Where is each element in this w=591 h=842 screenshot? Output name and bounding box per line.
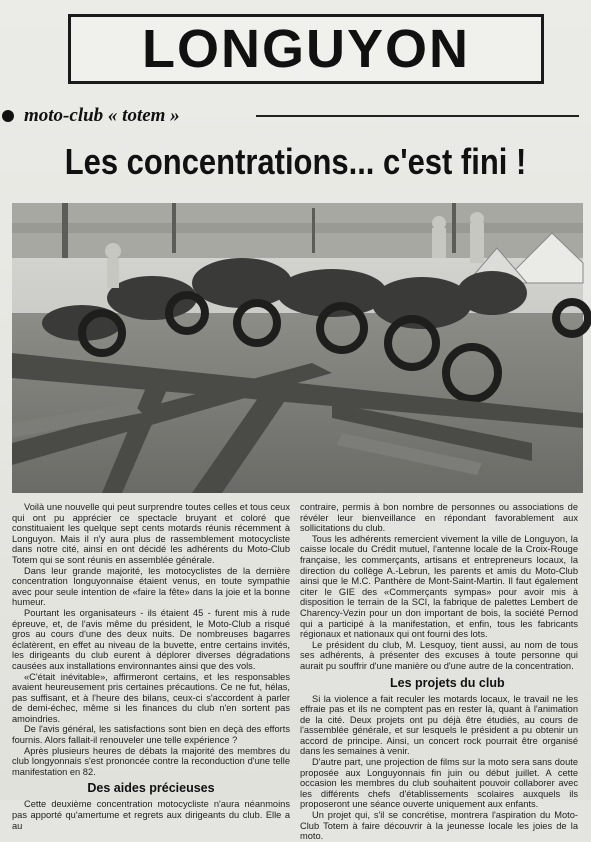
subheading-projets: Les projets du club (390, 675, 505, 690)
rubric-label: moto-club « totem » (24, 105, 180, 126)
article-photo (12, 203, 583, 493)
paragraph: contraire, permis à bon nombre de personnes ou associations de révéler leur bienveillance en répondant favorablement aux sollicitations du club. (300, 502, 578, 534)
masthead-title: LONGUYON (141, 19, 470, 79)
paragraph: Dans leur grande majorité, les motocyclistes de la dernière concentration longuyonnaise étaient venus, en toute sympathie avec pour seule intention de «faire la fête» dans la joie et la bonne humeur. (12, 565, 290, 608)
paragraph: Pourtant les organisateurs - ils étaient 45 - furent mis à rude épreuve, et, de l'avis même du président, le Moto-Club a risqué gros au cours d'une des deux nuits. De nombreuses bagarres éclatèrent, en effet au niveau de la buvette, entre certains invités, les dirigeants du club eurent à déplorer diverses dégradations causées aux installations environnantes ainsi que des vols. (12, 607, 290, 671)
masthead-box (68, 14, 544, 84)
subheading-aides: Des aides précieuses (87, 781, 215, 796)
paragraph: Tous les adhérents remercient vivement la ville de Longuyon, la caisse locale du Crédit mutuel, l'antenne locale de la Croix-Rouge française, les commerçants, artisans et entrepreneurs locaux, la direction du collège A.-Lebrun, les parents et amis du Moto-Club ainsi que le M.C. Panthère de Mont-Saint-Martin. Il faut également citer le GIE des «Commerçants sympas» pour avoir mis à disposition le terrain de la SCI, la fabrique de palettes Lembert de Charency-Vezin pour un don important de bois, la société Pernod qui a participé à la manifestation, et enfin, tous les fabricants régionaux et nationaux qui ont fourni des lots. (300, 533, 578, 640)
paragraph: Un projet qui, s'il se concrétise, montrera l'aspiration du Moto-Club Totem à faire découvrir à la jeunesse locale les joies de la moto. (300, 810, 578, 842)
paragraph: Le président du club, M. Lesquoy, tient aussi, au nom de tous ses adhérents, à présenter des excuses à toute personne qui aurait pu souffrir d'une manière ou d'une autre de la concentration. (300, 639, 578, 671)
section-rubric (0, 105, 591, 127)
bullet-icon (2, 110, 14, 122)
paragraph: Cette deuxième concentration motocycliste n'aura néanmoins pas apporté qu'amertume et regrets aux dirigeants du club. Elle a au (12, 799, 290, 831)
article-headline: Les concentrations... c'est fini ! (64, 141, 527, 182)
article-column-right (300, 502, 578, 842)
paragraph: De l'avis général, les satisfactions sont bien en deçà des efforts fournis. Alors fallait-il renouveler une telle expérience ? (12, 724, 290, 746)
paragraph: D'autre part, une projection de films sur la moto sera sans doute proposée aux Longuyonnais fin juin ou début juillet. A cette occasion les membres du club souhaitent pouvoir collaborer avec les différents chefs d'établissements scolaires auxquels ils proposeront une séance ouverte uniquement aux enfants. (300, 757, 578, 810)
paragraph: Si la violence a fait reculer les motards locaux, le travail ne les effraie pas et ils ne comptent pas en rester là, quant à l'animation de la cité. Deux projets ont pu déjà être étudiés, au cours de l'assemblée générale, et sur lesquels le président a pu obtenir un accord de principe. Ainsi, un concert rock pourrait être organisé dans les semaines à venir. (300, 693, 578, 757)
paragraph: Après plusieurs heures de débats la majorité des membres du club longyonnais s'est prononcée contre la reconduction d'une telle manifestation en 82. (12, 745, 290, 777)
paragraph: Voilà une nouvelle qui peut surprendre toutes celles et tous ceux qui ont pu apprécier ce spectacle bruyant et coloré que constituaient les quelque sept cents motards réunis récemment à Longuyon. Mais il n'y aura plus de rassemblement motocycliste dans notre cité, ainsi en ont décidé les adhérents du Moto-Club Totem qui se sont réunis en assemblée générale. (12, 502, 290, 565)
rubric-divider (256, 115, 579, 117)
article-column-left (12, 502, 290, 831)
paragraph: «C'était inévitable», affirmeront certains, et les responsables avaient heureusement pris certaines précautions. Ce ne fut, hélas, pas suffisant, et à l'heure des bilans, ceux-ci s'accordent à parler de demi-échec, même si les finances du club n'en sortent pas amoindries. (12, 671, 290, 724)
